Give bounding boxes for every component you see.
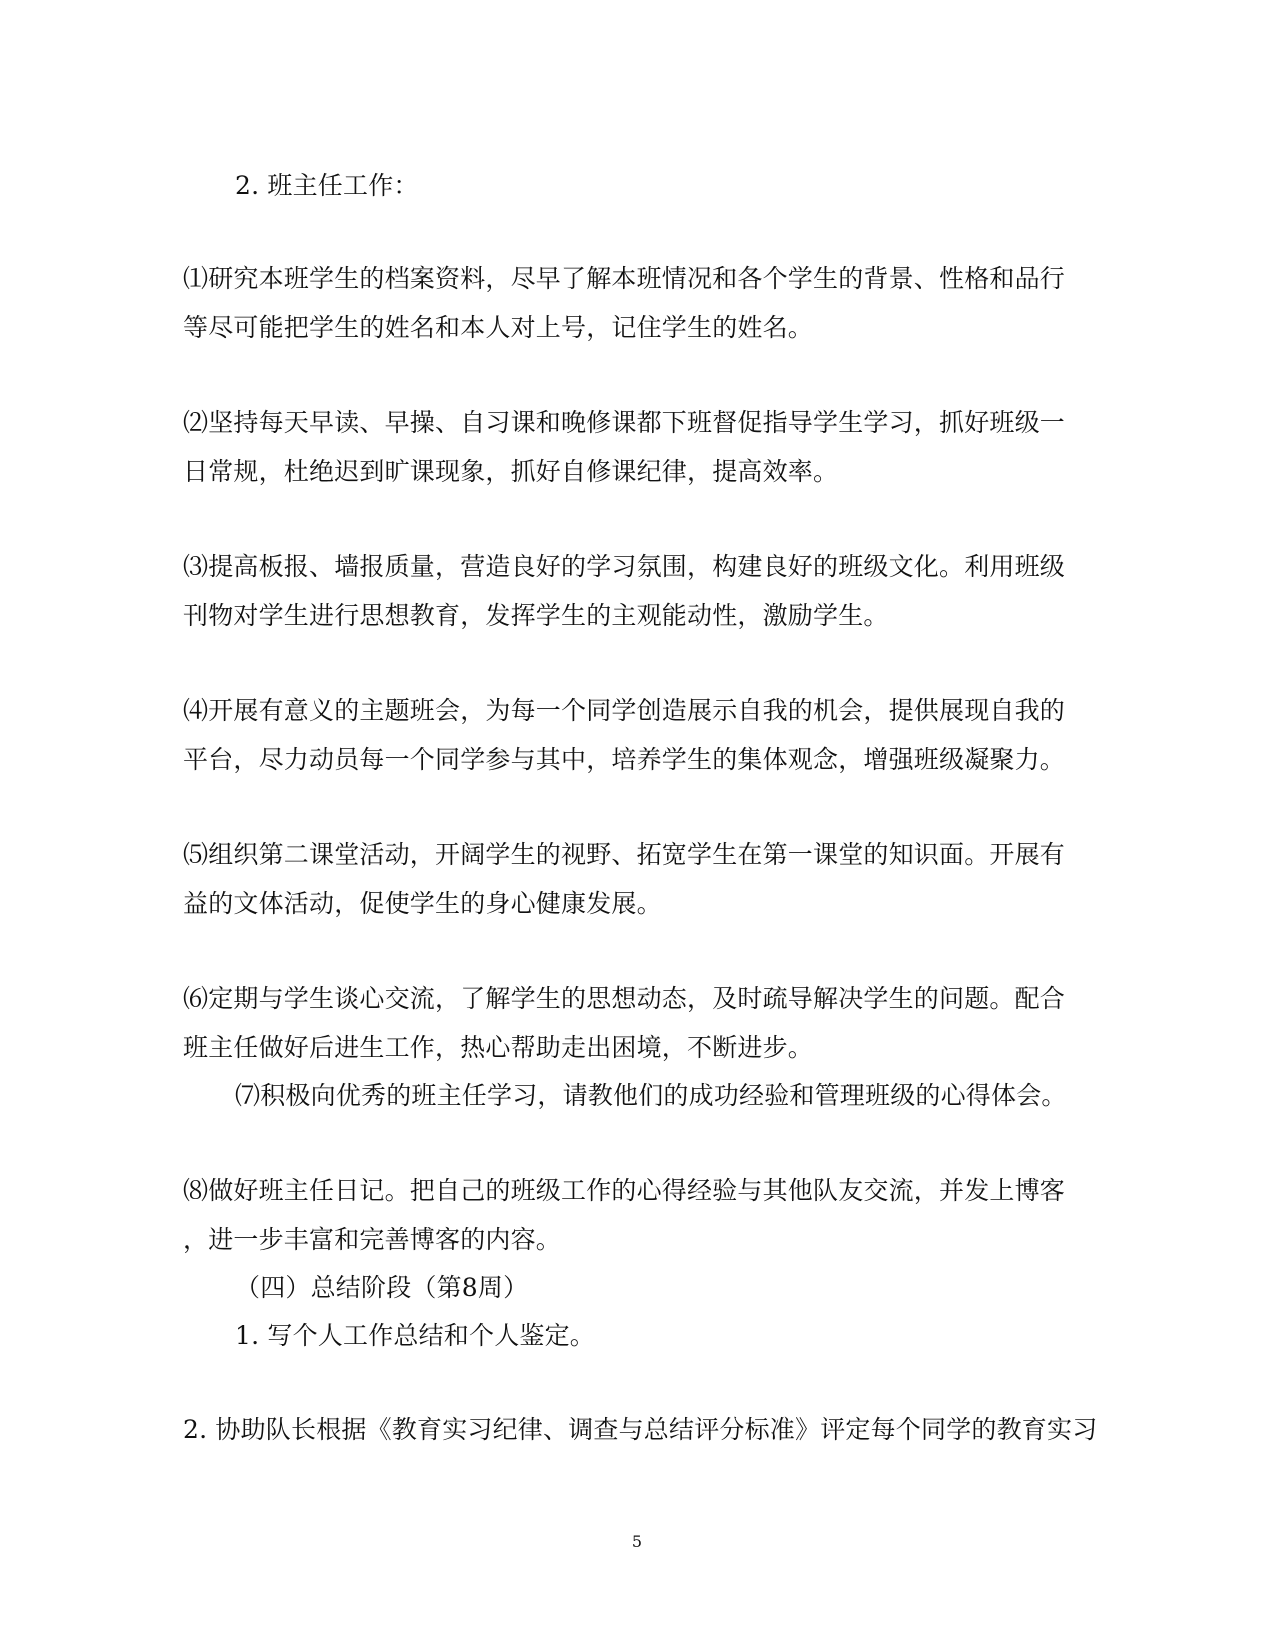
paragraph-line: ⑷开展有意义的主题班会，为每一个同学创造展示自我的机会，提供展现自我的: [183, 696, 1066, 725]
paragraph-line: ⑹定期与学生谈心交流，了解学生的思想动态，及时疏导解决学生的问题。配合: [183, 984, 1066, 1013]
paragraph-line: ⑸组织第二课堂活动，开阔学生的视野、拓宽学生在第一课堂的知识面。开展有: [183, 840, 1066, 869]
paragraph-line: 平台，尽力动员每一个同学参与其中，培养学生的集体观念，增强班级凝聚力。: [183, 745, 1066, 774]
paragraph-line: 益的文体活动，促使学生的身心健康发展。: [183, 889, 662, 918]
paragraph-line: ⑶提高板报、墙报质量，营造良好的学习氛围，构建良好的班级文化。利用班级: [183, 552, 1066, 581]
paragraph-line: 班主任做好后进生工作，热心帮助走出困境，不断进步。: [183, 1033, 814, 1062]
paragraph-line: 1. 写个人工作总结和个人鉴定。: [235, 1321, 596, 1350]
paragraph-line: ，进一步丰富和完善博客的内容。: [183, 1225, 562, 1254]
paragraph-line: ⑴研究本班学生的档案资料，尽早了解本班情况和各个学生的背景、性格和品行: [183, 264, 1066, 293]
section-heading: 2. 班主任工作：: [235, 171, 419, 200]
paragraph-line: 刊物对学生进行思想教育，发挥学生的主观能动性，激励学生。: [183, 601, 889, 630]
paragraph-line: ⑵坚持每天早读、早操、自习课和晚修课都下班督促指导学生学习，抓好班级一: [183, 408, 1066, 437]
paragraph-line: ⑻做好班主任日记。把自己的班级工作的心得经验与其他队友交流，并发上博客: [183, 1176, 1066, 1205]
paragraph-line: ⑺积极向优秀的班主任学习，请教他们的成功经验和管理班级的心得体会。: [235, 1081, 1067, 1110]
paragraph-line: 等尽可能把学生的姓名和本人对上号，记住学生的姓名。: [183, 313, 814, 342]
page-number: 5: [631, 1532, 643, 1551]
paragraph-line: 2. 协助队长根据《教育实习纪律、调查与总结评分标准》评定每个同学的教育实习: [183, 1415, 1098, 1444]
paragraph-line: 日常规，杜绝迟到旷课现象，抓好自修课纪律，提高效率。: [183, 457, 839, 486]
section-heading: （四）总结阶段（第8周）: [235, 1273, 529, 1302]
